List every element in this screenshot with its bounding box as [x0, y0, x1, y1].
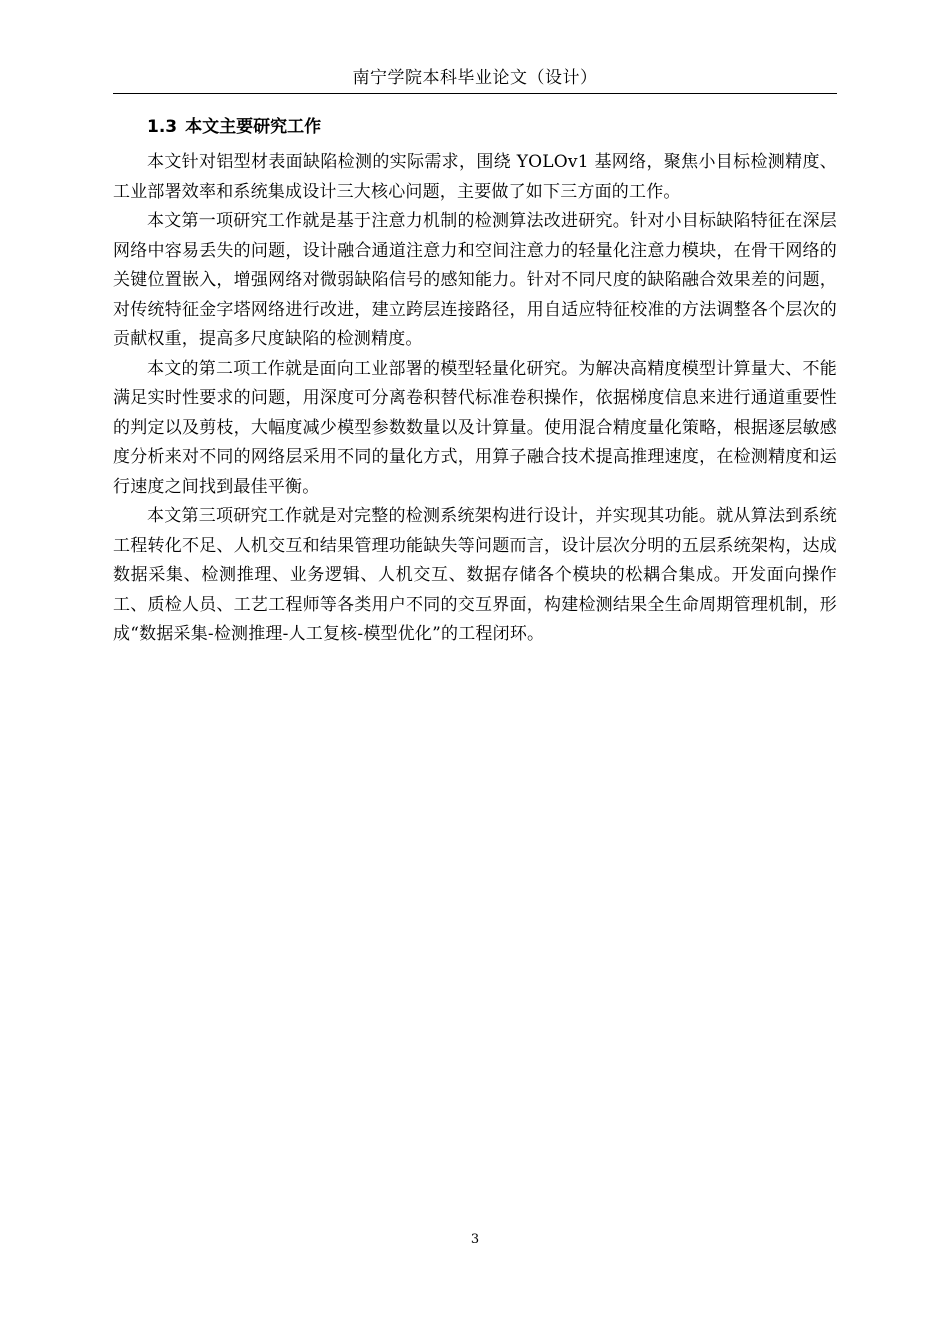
page-body — [113, 113, 837, 650]
paragraph-work-3: 本文第三项研究工作就是对完整的检测系统架构进行设计，并实现其功能。就从算法到系统工程转化不足、人机交互和结果管理功能缺失等问题而言，设计层次分明的五层系统架构，达成数据采集、检测推理、业务逻辑、人机交互、数据存储各个模块的松耦合集成。开发面向操作工、质检人员、工艺工程师等各类用户不同的交互界面，构建检测结果全生命周期管理机制，形成“数据采集-检测推理-人工复核-模型优化”的工程闭环。 — [113, 506, 837, 644]
header-divider — [113, 93, 837, 94]
paragraph-intro: 本文针对铝型材表面缺陷检测的实际需求，围绕 YOLOv1 基网络，聚焦小目标检测精度、工业部署效率和系统集成设计三大核心问题，主要做了如下三方面的工作。 — [113, 152, 837, 202]
page-number: 3 — [470, 1232, 480, 1247]
paragraph-work-2: 本文的第二项工作就是面向工业部署的模型轻量化研究。为解决高精度模型计算量大、不能满足实时性要求的问题，用深度可分离卷积替代标准卷积操作，依据梯度信息来进行通道重要性的判定以及剪枝，大幅度减少模型参数数量以及计算量。使用混合精度量化策略，根据逐层敏感度分析来对不同的网络层采用不同的量化方式，用算子融合技术提高推理速度，在检测精度和运行速度之间找到最佳平衡。 — [113, 358, 837, 497]
section-number: 1.3 — [147, 117, 178, 137]
page-header: 南宁学院本科毕业论文（设计） — [352, 68, 598, 88]
paragraph-work-1: 本文第一项研究工作就是基于注意力机制的检测算法改进研究。针对小目标缺陷特征在深层网络中容易丢失的问题，设计融合通道注意力和空间注意力的轻量化注意力模块，在骨干网络的关键位置嵌入，增强网络对微弱缺陷信号的感知能力。针对不同尺度的缺陷融合效果差的问题，对传统特征金字塔网络进行改进，建立跨层连接路径，用自适应特征校准的方法调整各个层次的贡献权重，提高多尺度缺陷的检测精度。 — [113, 211, 837, 349]
section-title: 本文主要研究工作 — [185, 117, 322, 137]
section-heading — [147, 113, 837, 141]
